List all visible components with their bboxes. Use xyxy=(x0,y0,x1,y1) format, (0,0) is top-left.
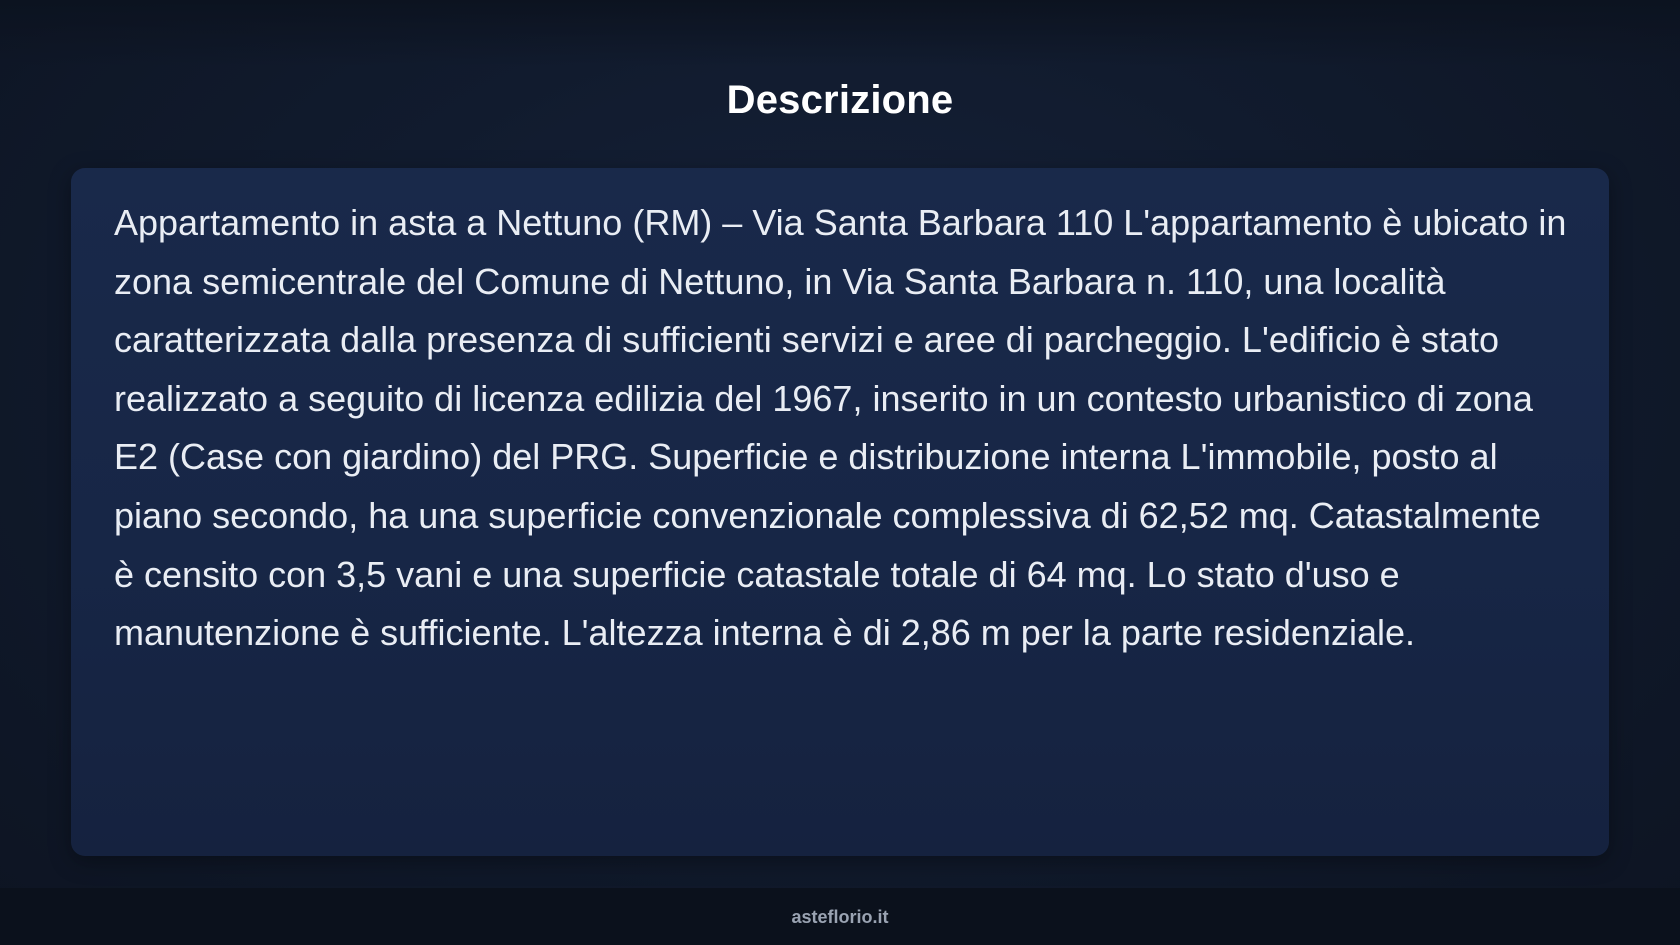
description-text: Appartamento in asta a Nettuno (RM) – Via Santa Barbara 110 L'appartamento è ubicato in zona semicentrale del Comune di Nettuno, in Via Santa Barbara n. 110, una località caratterizzata dalla presenza di sufficienti servizi e aree di parcheggio. L'edificio è stato realizzato a seguito di licenza edilizia del 1967, inserito in un contesto urbanistico di zona E2 (Case con giardino) del PRG. Superficie e distribuzione interna L'immobile, posto al piano secondo, ha una superficie convenzionale complessiva di 62,52 mq. Catastalmente è censito con 3,5 vani e una superficie catastale totale di 64 mq. Lo stato d'uso e manutenzione è sufficiente. L'altezza interna è di 2,86 m per la parte residenziale. xyxy=(114,202,1567,654)
section-title: Descrizione xyxy=(726,78,954,122)
footer-site-name: asteflorio.it xyxy=(791,907,889,927)
description-card xyxy=(71,168,1609,856)
top-band xyxy=(0,0,1680,66)
